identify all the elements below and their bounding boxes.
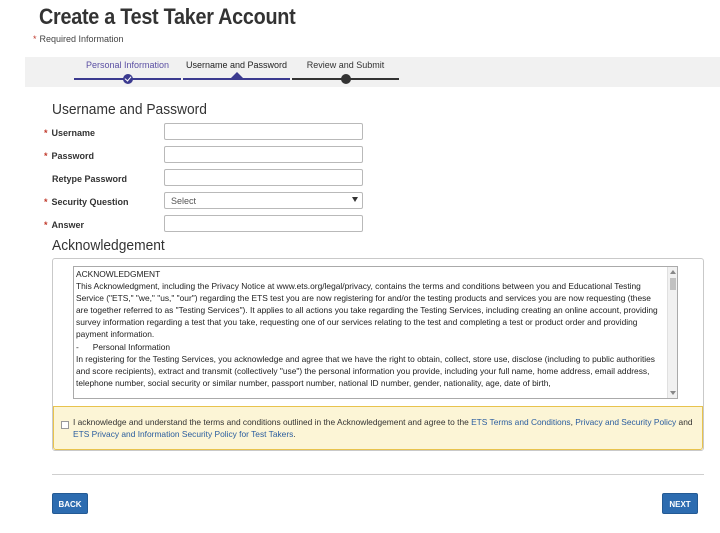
security-question-select[interactable] [164, 192, 363, 209]
back-button[interactable]: BACK [52, 493, 88, 514]
acknowledgement-text [76, 268, 664, 389]
acknowledgement-box [52, 258, 704, 451]
ack-paragraph: This Acknowledgment, including the Privacy Notice at www.ets.org/legal/privacy, contains the terms and conditions between you and Educational Testing Service ("ETS," "we," "us," "our") regarding the ETS test you are now registering for and/or the testing products and services you are now requesting (these are together referred to as "Testing Services"). It applies to all actions you take regarding the Testing Services, including creating an online account, providing survey information regarding a test that you take, requesting one of our services relating to the test and completing a test or product order and providing payment information. [76, 281, 658, 340]
required-star: * [44, 151, 48, 161]
required-note [33, 34, 124, 44]
section-title-username-password: Username and Password [52, 101, 207, 118]
required-star: * [44, 128, 48, 138]
answer-label: * Answer [44, 220, 85, 230]
ets-terms-link[interactable]: ETS Terms and Conditions [471, 417, 571, 427]
current-step-caret-icon [231, 72, 243, 78]
required-note-text: Required Information [39, 34, 124, 44]
page-title: Create a Test Taker Account [39, 4, 296, 29]
agreement-panel [53, 406, 703, 450]
section-title-acknowledgement: Acknowledgement [52, 237, 165, 254]
security-question-label: * Security Question [44, 197, 129, 207]
required-star: * [33, 34, 37, 44]
step-label: Username and Password [185, 60, 288, 70]
scroll-down-arrow-icon[interactable] [670, 391, 676, 395]
required-star: * [44, 197, 48, 207]
step-username-and-password [183, 57, 290, 87]
scroll-up-arrow-icon[interactable] [670, 270, 676, 274]
step-line [183, 78, 290, 80]
chevron-down-icon [352, 197, 358, 202]
step-label: Personal Information [85, 60, 170, 70]
progress-stepper [25, 57, 720, 87]
divider [52, 474, 704, 475]
step-dot-icon [341, 74, 351, 84]
agree-checkbox[interactable] [61, 421, 69, 429]
username-input[interactable] [164, 123, 363, 140]
security-question-selected: Select [171, 196, 197, 206]
acknowledgement-text-area[interactable] [73, 266, 678, 399]
privacy-security-policy-link[interactable]: Privacy and Security Policy [575, 417, 677, 427]
ack-paragraph: ACKNOWLEDGMENT [76, 269, 161, 279]
scrollbar[interactable] [667, 267, 677, 398]
required-star: * [44, 220, 48, 230]
step-review-and-submit [292, 57, 399, 87]
agreement-text: I acknowledge and understand the terms and conditions outlined in the Acknowledgement and agree to the ETS Terms and Conditions, Privacy and Security Policy and ETS Privacy and Information Security Policy for Test Takers. [73, 417, 693, 439]
scrollbar-thumb[interactable] [670, 278, 676, 290]
ack-paragraph: In registering for the Testing Services, you acknowledge and agree that we have the right to obtain, collect, store use, disclose (including to public authorities and score recipients), extract and transmit (collectively "use") the personal information you provide, including your full name, home address, email address, telephone number, social security or similar number, passport number, national ID number, gender, nationality, age, date of birth, [76, 353, 655, 388]
next-button[interactable]: NEXT [662, 493, 698, 514]
ets-privacy-info-security-policy-link[interactable]: ETS Privacy and Information Security Policy for Test Takers [73, 429, 294, 439]
step-personal-information[interactable] [74, 57, 181, 87]
retype-password-input[interactable] [164, 169, 363, 186]
ack-paragraph: - Personal Information [76, 341, 171, 352]
check-icon [123, 74, 133, 84]
password-label: * Password [44, 151, 95, 161]
username-label: * Username [44, 128, 96, 138]
step-label: Review and Submit [306, 60, 385, 70]
retype-password-label: Retype Password [52, 174, 128, 184]
password-input[interactable] [164, 146, 363, 163]
answer-input[interactable] [164, 215, 363, 232]
